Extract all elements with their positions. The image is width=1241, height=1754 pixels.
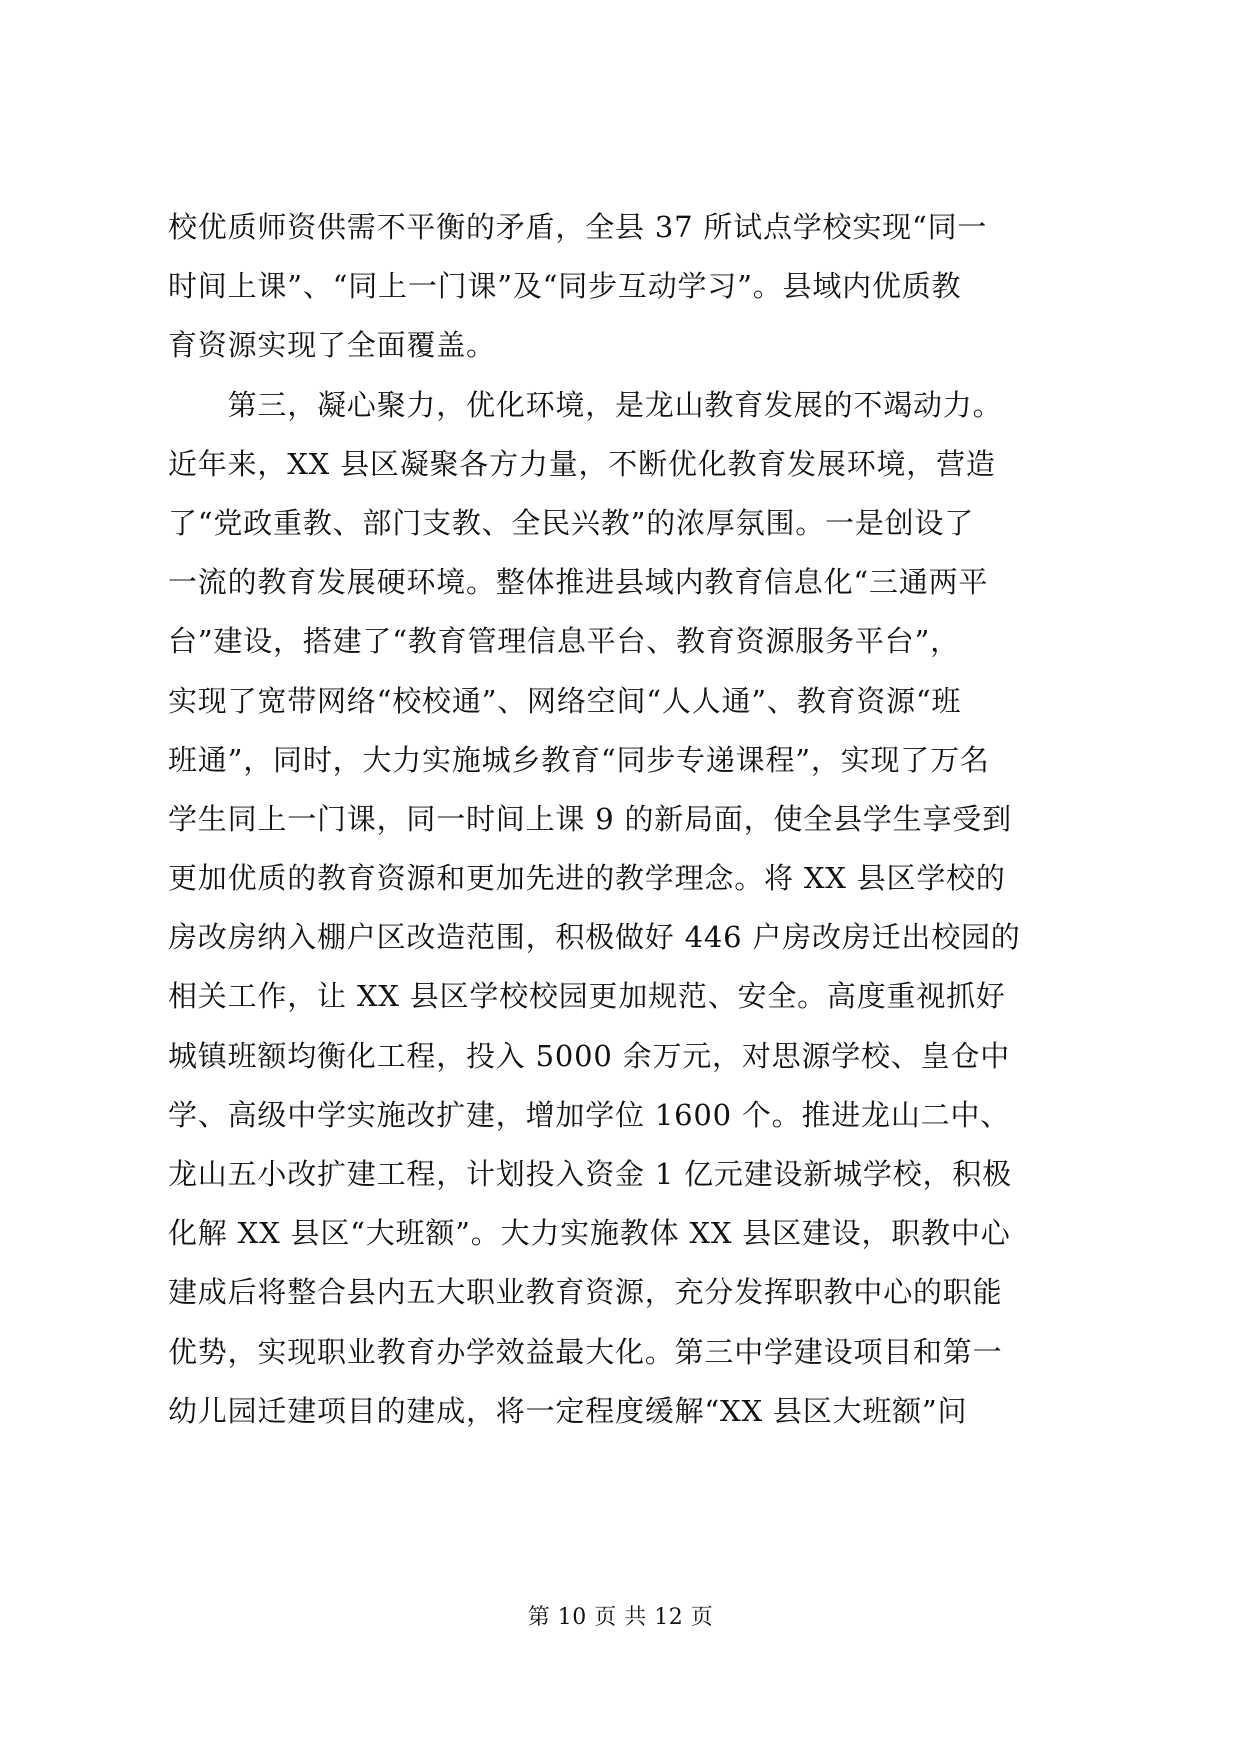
text-line: 时间上课”、“同上一门课”及“同步互动学习”。县域内优质教 <box>168 269 962 304</box>
text-line: 城镇班额均衡化工程，投入 5000 余万元，对思源学校、皇仓中 <box>168 1038 1011 1073</box>
text-line: 相关工作，让 XX 县区学校校园更加规范、安全。高度重视抓好 <box>168 979 1006 1014</box>
text-line: 化解 XX 县区“大班额”。大力实施教体 XX 县区建设，职教中心 <box>168 1216 1011 1251</box>
text-line: 龙山五小改扩建工程，计划投入资金 1 亿元建设新城学校，积极 <box>168 1157 1012 1191</box>
text-line: 校优质师资供需不平衡的矛盾，全县 37 所试点学校实现“同一 <box>168 210 988 244</box>
text-line: 学、高级中学实施改扩建，增加学位 1600 个。推进龙山二中、 <box>168 1097 1011 1132</box>
text-line: 实现了宽带网络“校校通”、网络空间“人人通”、教育资源“班 <box>168 683 962 718</box>
text-line: 学生同上一门课，同一时间上课 9 的新局面，使全县学生享受到 <box>168 801 1012 836</box>
text-line: 第三，凝心聚力，优化环境，是龙山教育发展的不竭动力。 <box>168 387 1003 422</box>
text-line: 幼儿园迁建项目的建成，将一定程度缓解“XX 县区大班额”问 <box>168 1393 968 1428</box>
text-line: 育资源实现了全面覆盖。 <box>168 328 496 363</box>
text-line: 房改房纳入棚户区改造范围，积极做好 446 户房改房迁出校园的 <box>168 920 1021 955</box>
text-line: 近年来，XX 县区凝聚各方力量，不断优化教育发展环境，营造 <box>168 446 996 481</box>
page-number-footer: 第 10 页 共 12 页 <box>527 1605 714 1630</box>
text-line: 了“党政重教、部门支教、全民兴教”的浓厚氛围。一是创设了 <box>168 505 975 540</box>
text-line: 更加优质的教育资源和更加先进的教学理念。将 XX 县区学校的 <box>168 861 1006 896</box>
text-line: 台”建设，搭建了“教育管理信息平台、教育资源服务平台”， <box>168 624 960 659</box>
text-line: 优势，实现职业教育办学效益最大化。第三中学建设项目和第一 <box>168 1334 1003 1369</box>
text-line: 一流的教育发展硬环境。整体推进县域内教育信息化“三通两平 <box>168 565 989 600</box>
text-line: 班通”，同时，大力实施城乡教育“同步专递课程”，实现了万名 <box>168 742 990 777</box>
text-line: 建成后将整合县内五大职业教育资源，充分发挥职教中心的职能 <box>168 1275 1003 1310</box>
body-text <box>168 198 1088 1441</box>
